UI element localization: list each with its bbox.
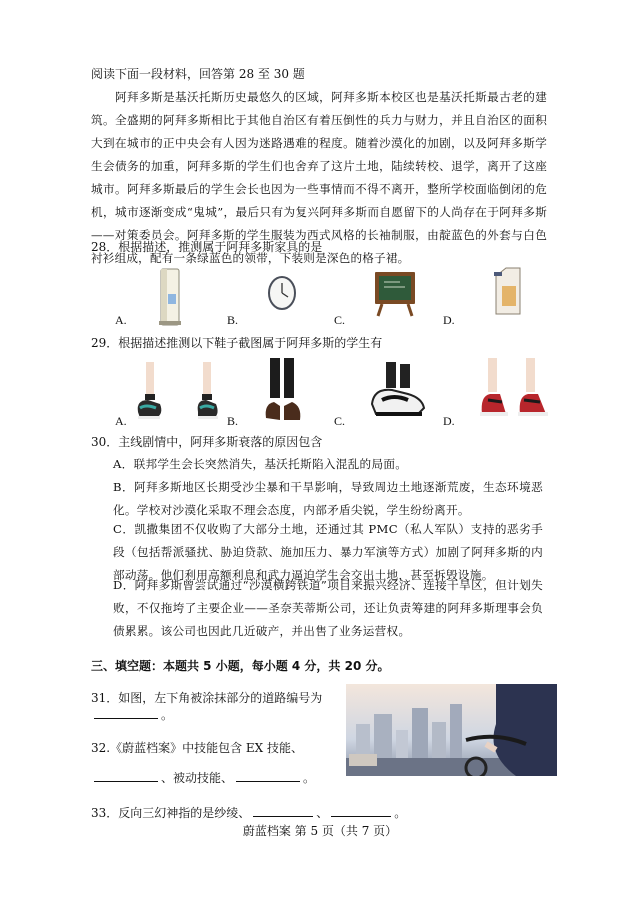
q32-mid-text: 、被动技能、 (161, 771, 234, 785)
q32-line-2 (91, 770, 315, 786)
wall-clock-icon (266, 274, 298, 312)
chalkboard-icon (372, 268, 418, 318)
q28-option-b: B. (227, 313, 239, 327)
q29-option-a: A. (115, 414, 127, 428)
q30-option-b: B．阿拜多斯地区长期受沙尘暴和干旱影响，导致周边土地逐渐荒废，生态环境恶化。学校对沙漠化采取不理会态度，内部矛盾尖锐，学生纷纷离开。 (113, 480, 543, 517)
reading-intro: 阅读下面一段材料，回答第 28 至 30 题 (91, 67, 305, 81)
q30-option-d: D．阿拜多斯曾尝试通过“沙漠横跨铁道”项目来振兴经济、连接干旱区，但计划失败，不仅拖垮了主要企业——圣奈芙蒂斯公司，还让负责筹建的阿拜多斯理事会负债累累。该公司也因此几近破产，并出售了业务运营权。 (113, 578, 543, 638)
page-footer: 蔚蓝档案 第 5 页（共 7 页） (242, 824, 398, 838)
q33-line (91, 805, 406, 821)
q31-illustration (346, 684, 557, 776)
q33-text: 33．反向三幻神指的是纱绫、 (91, 806, 251, 820)
q33-period: 。 (394, 806, 407, 820)
red-black-sneaker-icon (476, 356, 552, 424)
teal-sneaker-icon (132, 360, 228, 426)
q32-blank-2[interactable] (236, 770, 300, 782)
section-3-heading: 三、填空题：本题共 5 小题，每小题 4 分，共 20 分。 (91, 659, 390, 673)
q31-period: 。 (161, 708, 174, 722)
q32-line-1 (91, 740, 303, 756)
milk-carton-icon (490, 266, 526, 318)
q33-blank-1[interactable] (253, 805, 313, 817)
q32-blank-1[interactable] (94, 770, 158, 782)
q30-option-a: A．联邦学生会长突然消失，基沃托斯陷入混乱的局面。 (113, 457, 408, 471)
reading-passage: 阿拜多斯是基沃托斯历史最悠久的区域，阿拜多斯本校区也是基沃托斯最古老的建筑。全盛期的阿拜多斯相比于其他自治区有着压倒性的兵力与财力，并且自治区的面积大到在城市的正中央会有人因为迷路遇难的程度。随着沙漠化的加剧，以及阿拜多斯学生会债务的加重，阿拜多斯的学生们也舍弃了这片土地，陆续转校、退学，离开了这座城市。阿拜多斯最后的学生会长也因为一些事情而不得不离开，整所学校面临倒闭的危机，城市逐渐变成“鬼城”，最后只有为复兴阿拜多斯而自愿留下的人尚存在于阿拜多斯——对策委员会。阿拜多斯的学生服装为西式风格的长袖制服，由靛蓝色的外套与白色衬衫组成，配有一条绿蓝色的领带，下装则是深色的格子裙。 (91, 90, 547, 265)
q28-option-c: C. (334, 313, 346, 327)
q31-blank[interactable] (94, 707, 158, 719)
pillar-lamp-icon (155, 266, 185, 328)
q30-option-c: C．凯撒集团不仅收购了大部分土地，还通过其 PMC（私人军队）支持的恶劣手段（包括帮派骚扰、胁迫贷款、施加压力、暴力军演等方式）加剧了阿拜多斯的内部动荡。他们利用高额利息和武力逼迫学生会交出土地，甚至拆毁设施。 (113, 522, 543, 582)
q28-option-d: D. (443, 313, 455, 327)
white-black-sneaker-icon (368, 360, 432, 422)
q32-text: 32.《蔚蓝档案》中技能包含 EX 技能、 (91, 741, 304, 755)
brown-loafer-icon (262, 356, 302, 428)
q33-blank-2[interactable] (331, 805, 391, 817)
q29-option-c: C. (334, 414, 346, 428)
q29-option-b: B. (227, 414, 239, 428)
q31-text: 31．如图，左下角被涂抹部分的道路编号为 (91, 691, 323, 705)
q28-stem: 28．根据描述，推测属于阿拜多斯家具的是 (91, 240, 323, 254)
q31-answer-line (91, 707, 173, 723)
q30-stem: 30．主线剧情中，阿拜多斯衰落的原因包含 (91, 435, 323, 449)
q29-stem: 29．根据描述推测以下鞋子截图属于阿拜多斯的学生有 (91, 336, 383, 350)
q32-period: 。 (303, 771, 316, 785)
q28-option-a: A. (115, 313, 127, 327)
q33-sep: 、 (316, 806, 329, 820)
q29-option-d: D. (443, 414, 455, 428)
